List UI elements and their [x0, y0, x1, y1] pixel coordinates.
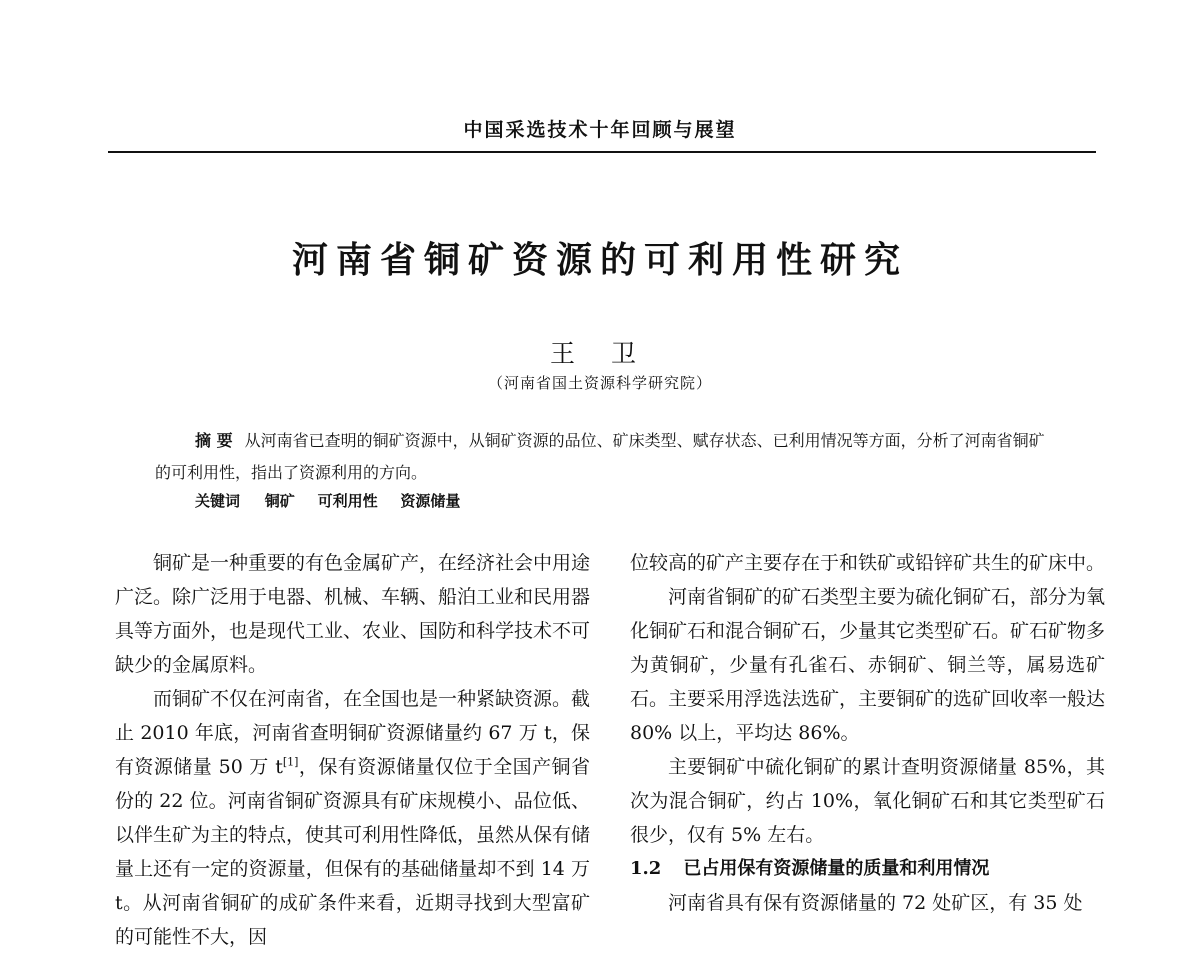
- keyword: 铜矿: [264, 492, 295, 510]
- paragraph: 铜矿是一种重要的有色金属矿产，在经济社会中用途广泛。除广泛用于电器、机械、车辆、船泊工业和民用器具等方面外，也是现代工业、农业、国防和科学技术不可缺少的金属原料。: [115, 552, 591, 676]
- author-affiliation: （河南省国土资源科学研究院）: [487, 374, 712, 392]
- keywords-label: 关键词: [195, 492, 241, 510]
- abstract-label: 摘 要: [195, 431, 233, 450]
- paragraph-text: ，保有资源储量仅位于全国产铜省份的 22 位。河南省铜矿资源具有矿床规模小、品位低、以伴生矿为主的特点，使其可利用性降低，虽然从保有储量上还有一定的资源量，但保有的基础储量却不到 14 万 t。从河南省铜矿的成矿条件来看，近期寻找到大型富矿的可能性不大，因: [115, 756, 591, 948]
- running-head: 中国采选技术十年回顾与展望: [463, 119, 737, 141]
- section-number: 1.2: [630, 858, 662, 879]
- abstract: [155, 425, 1060, 489]
- article-title: 河南省铜矿资源的可利用性研究: [291, 239, 908, 281]
- paragraph: 河南省铜矿的矿石类型主要为硫化铜矿石，部分为氧化铜矿石和混合铜矿石，少量其它类型矿石。矿石矿物多为黄铜矿，少量有孔雀石、赤铜矿、铜兰等，属易选矿石。主要采用浮选法选矿，主要铜矿的选矿回收率一般达 80% 以上，平均达 86%。: [630, 586, 1106, 744]
- keyword: 资源储量: [400, 492, 461, 510]
- citation-ref: [1]: [282, 755, 299, 769]
- section-title: 已占用保有资源储量的质量和利用情况: [683, 858, 990, 879]
- header-rule: [108, 151, 1096, 153]
- keyword: 可利用性: [317, 492, 378, 510]
- body-column-left: [115, 546, 590, 954]
- abstract-text: 从河南省已查明的铜矿资源中，从铜矿资源的品位、矿床类型、赋存状态、已利用情况等方面，分析了河南省铜矿的可利用性，指出了资源利用的方向。: [155, 431, 1045, 482]
- paragraph: 主要铜矿中硫化铜矿的累计查明资源储量 85%，其次为混合铜矿，约占 10%，氧化铜矿石和其它类型矿石很少，仅有 5% 左右。: [630, 756, 1105, 846]
- paragraph-text: 而铜矿不仅在河南省，在全国也是一种紧缺资源。截止 2010 年底，河南省查明铜矿资源储量约 67 万 t，保有资源储量 50 万 t: [115, 688, 591, 778]
- paragraph: [115, 682, 590, 954]
- paragraph: 位较高的矿产主要存在于和铁矿或铅锌矿共生的矿床中。: [630, 552, 1106, 574]
- author-name: 王 卫: [550, 339, 650, 368]
- body-column-right: [630, 546, 1105, 920]
- paragraph: 河南省具有保有资源储量的 72 处矿区，有 35 处: [668, 892, 1083, 914]
- section-heading: [630, 852, 1105, 886]
- keywords: [195, 490, 478, 511]
